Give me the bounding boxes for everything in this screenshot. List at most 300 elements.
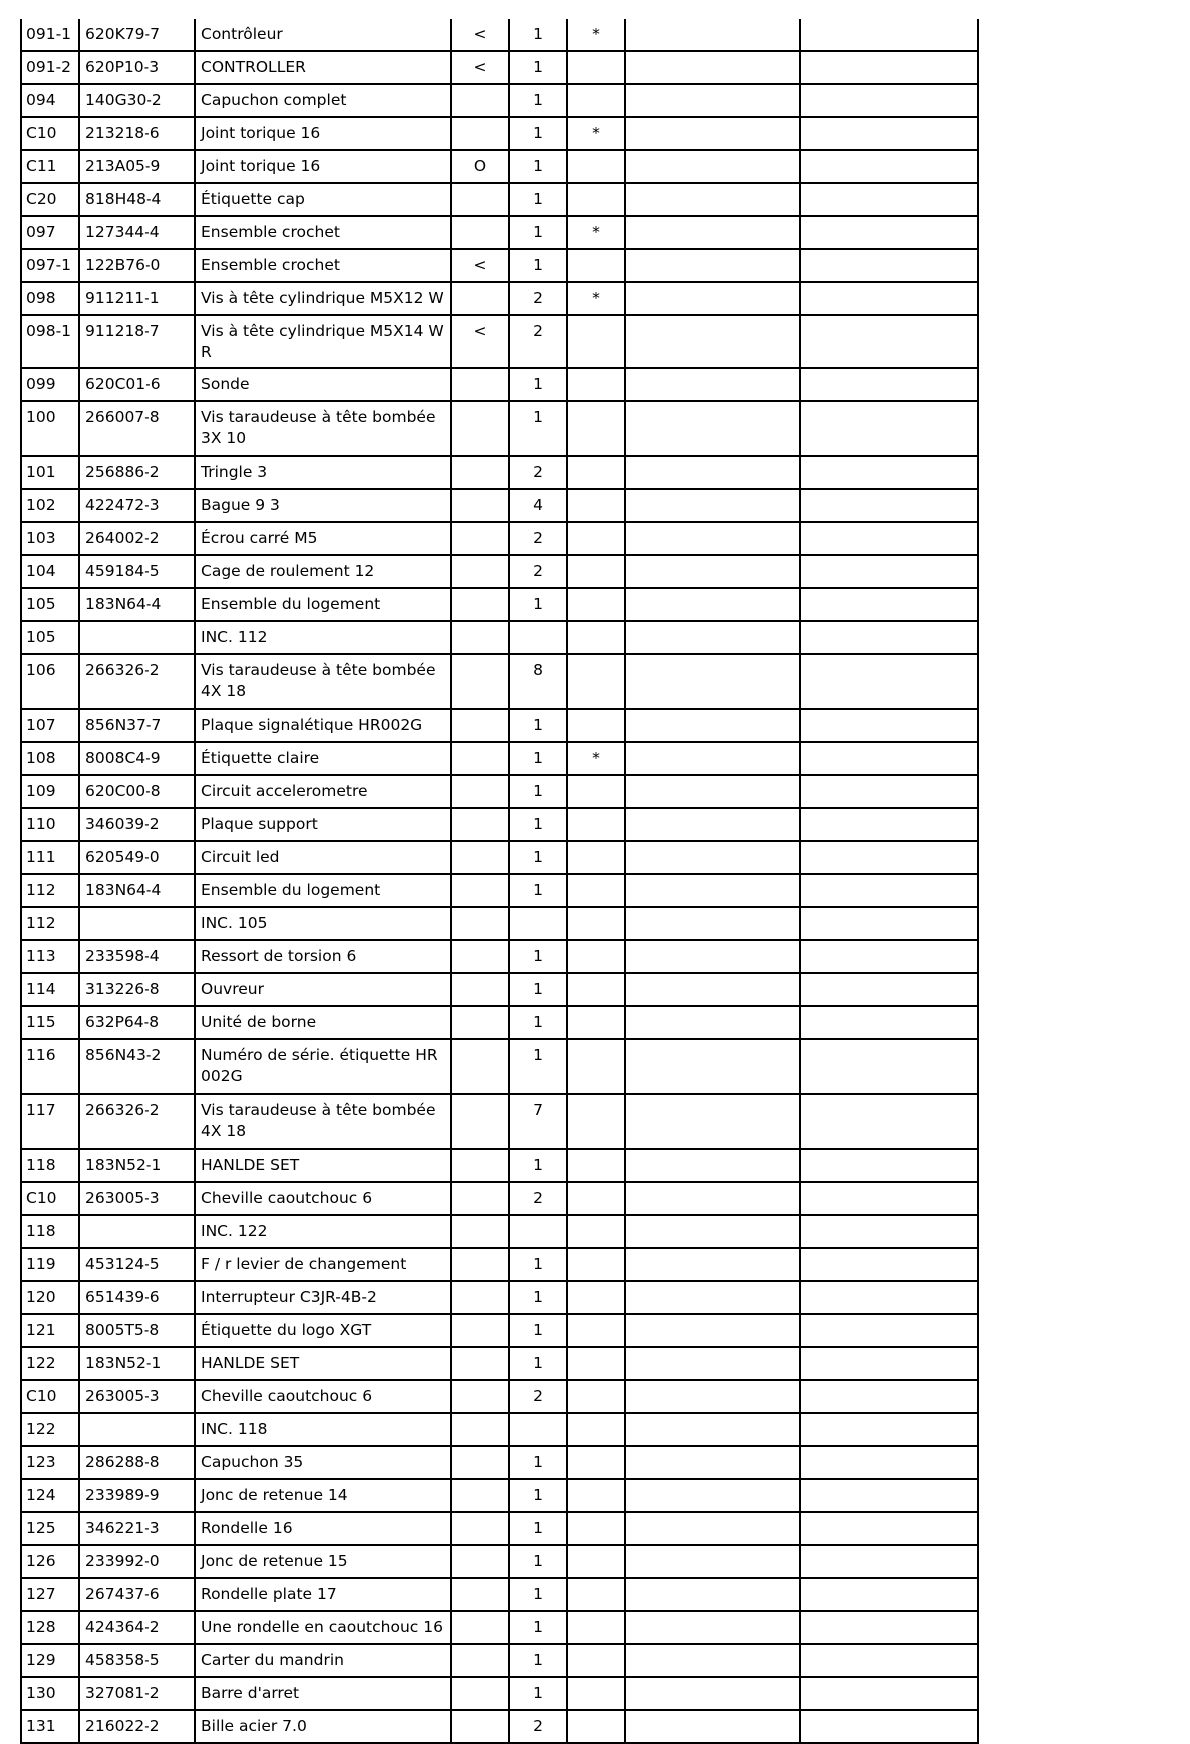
cell-part-no: 233992-0 <box>79 1545 195 1578</box>
cell-item-no: 122 <box>21 1413 79 1446</box>
cell-quantity: 1 <box>509 1545 567 1578</box>
cell-extra-col-2 <box>800 1039 978 1094</box>
cell-quantity: 1 <box>509 1314 567 1347</box>
cell-note <box>567 1006 625 1039</box>
cell-change-mark <box>451 1215 509 1248</box>
cell-change-mark <box>451 808 509 841</box>
cell-description: Capuchon complet <box>195 84 451 117</box>
cell-note <box>567 1578 625 1611</box>
cell-item-no: 125 <box>21 1512 79 1545</box>
cell-note <box>567 1182 625 1215</box>
cell-description: Carter du mandrin <box>195 1644 451 1677</box>
table-row <box>21 84 978 117</box>
cell-change-mark: O <box>451 150 509 183</box>
cell-extra-col-2 <box>800 555 978 588</box>
cell-extra-col-2 <box>800 654 978 709</box>
cell-extra-col-1 <box>625 973 800 1006</box>
cell-quantity: 1 <box>509 841 567 874</box>
cell-item-no: 124 <box>21 1479 79 1512</box>
cell-change-mark: < <box>451 315 509 368</box>
cell-extra-col-2 <box>800 1094 978 1149</box>
cell-extra-col-1 <box>625 1248 800 1281</box>
cell-change-mark <box>451 775 509 808</box>
cell-extra-col-2 <box>800 1149 978 1182</box>
table-row <box>21 183 978 216</box>
cell-note <box>567 1413 625 1446</box>
cell-change-mark <box>451 555 509 588</box>
cell-quantity: 2 <box>509 555 567 588</box>
cell-quantity: 1 <box>509 401 567 456</box>
cell-extra-col-2 <box>800 1182 978 1215</box>
cell-description: Numéro de série. étiquette HR002G <box>195 1039 451 1094</box>
cell-description: INC. 112 <box>195 621 451 654</box>
cell-part-no: 651439-6 <box>79 1281 195 1314</box>
table-row <box>21 1512 978 1545</box>
cell-change-mark <box>451 282 509 315</box>
cell-description: Plaque support <box>195 808 451 841</box>
cell-description: INC. 118 <box>195 1413 451 1446</box>
table-row <box>21 456 978 489</box>
table-row <box>21 654 978 709</box>
cell-part-no: 453124-5 <box>79 1248 195 1281</box>
cell-quantity: 1 <box>509 1039 567 1094</box>
cell-item-no: 094 <box>21 84 79 117</box>
cell-part-no: 327081-2 <box>79 1677 195 1710</box>
cell-quantity: 8 <box>509 654 567 709</box>
cell-quantity: 1 <box>509 150 567 183</box>
cell-item-no: 116 <box>21 1039 79 1094</box>
cell-quantity: 1 <box>509 51 567 84</box>
cell-part-no: 620C00-8 <box>79 775 195 808</box>
cell-change-mark <box>451 1380 509 1413</box>
cell-extra-col-2 <box>800 1215 978 1248</box>
cell-item-no: 127 <box>21 1578 79 1611</box>
cell-note <box>567 775 625 808</box>
cell-part-no: 266326-2 <box>79 1094 195 1149</box>
table-row <box>21 150 978 183</box>
cell-extra-col-1 <box>625 117 800 150</box>
cell-extra-col-1 <box>625 489 800 522</box>
cell-part-no: 458358-5 <box>79 1644 195 1677</box>
table-row <box>21 709 978 742</box>
cell-item-no: 102 <box>21 489 79 522</box>
cell-extra-col-1 <box>625 874 800 907</box>
cell-quantity: 1 <box>509 1446 567 1479</box>
cell-item-no: C10 <box>21 117 79 150</box>
cell-change-mark <box>451 1545 509 1578</box>
cell-extra-col-2 <box>800 51 978 84</box>
cell-change-mark <box>451 183 509 216</box>
cell-extra-col-1 <box>625 1215 800 1248</box>
cell-extra-col-2 <box>800 522 978 555</box>
cell-description: Joint torique 16 <box>195 117 451 150</box>
cell-item-no: 122 <box>21 1347 79 1380</box>
cell-note: * <box>567 742 625 775</box>
table-row <box>21 1248 978 1281</box>
cell-note <box>567 1039 625 1094</box>
cell-item-no: 104 <box>21 555 79 588</box>
cell-note <box>567 709 625 742</box>
cell-part-no: 911218-7 <box>79 315 195 368</box>
table-row <box>21 1094 978 1149</box>
cell-change-mark <box>451 1281 509 1314</box>
cell-extra-col-1 <box>625 1479 800 1512</box>
cell-description: Rondelle 16 <box>195 1512 451 1545</box>
cell-note <box>567 808 625 841</box>
cell-description: Étiquette cap <box>195 183 451 216</box>
cell-extra-col-1 <box>625 621 800 654</box>
cell-description: Étiquette du logo XGT <box>195 1314 451 1347</box>
cell-item-no: 091-2 <box>21 51 79 84</box>
cell-part-no: 266326-2 <box>79 654 195 709</box>
table-row <box>21 1039 978 1094</box>
cell-extra-col-2 <box>800 1248 978 1281</box>
cell-extra-col-1 <box>625 1677 800 1710</box>
cell-change-mark: < <box>451 51 509 84</box>
cell-description: Vis taraudeuse à tête bombée 4X 18 <box>195 1094 451 1149</box>
cell-part-no: 620549-0 <box>79 841 195 874</box>
cell-note <box>567 315 625 368</box>
cell-extra-col-2 <box>800 709 978 742</box>
table-row <box>21 368 978 401</box>
cell-extra-col-2 <box>800 1512 978 1545</box>
cell-change-mark <box>451 1710 509 1743</box>
cell-description: Circuit accelerometre <box>195 775 451 808</box>
table-row <box>21 1479 978 1512</box>
cell-item-no: 097-1 <box>21 249 79 282</box>
table-row <box>21 1215 978 1248</box>
cell-description: HANLDE SET <box>195 1149 451 1182</box>
cell-description: Plaque signalétique HR002G <box>195 709 451 742</box>
cell-description: Une rondelle en caoutchouc 16 <box>195 1611 451 1644</box>
cell-extra-col-1 <box>625 1413 800 1446</box>
table-row <box>21 1446 978 1479</box>
table-row <box>21 742 978 775</box>
table-row <box>21 1314 978 1347</box>
cell-item-no: C10 <box>21 1380 79 1413</box>
cell-extra-col-2 <box>800 874 978 907</box>
cell-note <box>567 1380 625 1413</box>
cell-change-mark <box>451 1314 509 1347</box>
table-row <box>21 973 978 1006</box>
cell-extra-col-1 <box>625 940 800 973</box>
cell-note <box>567 1512 625 1545</box>
table-row <box>21 907 978 940</box>
cell-extra-col-2 <box>800 1644 978 1677</box>
cell-extra-col-2 <box>800 456 978 489</box>
cell-extra-col-1 <box>625 1281 800 1314</box>
cell-item-no: 121 <box>21 1314 79 1347</box>
table-row <box>21 19 978 51</box>
cell-change-mark <box>451 522 509 555</box>
cell-note <box>567 401 625 456</box>
cell-change-mark <box>451 588 509 621</box>
cell-extra-col-2 <box>800 1314 978 1347</box>
cell-part-no: 818H48-4 <box>79 183 195 216</box>
cell-change-mark <box>451 1094 509 1149</box>
cell-description: Cheville caoutchouc 6 <box>195 1380 451 1413</box>
cell-quantity: 1 <box>509 588 567 621</box>
cell-extra-col-2 <box>800 282 978 315</box>
cell-item-no: 112 <box>21 874 79 907</box>
cell-item-no: 097 <box>21 216 79 249</box>
table-row <box>21 1611 978 1644</box>
cell-item-no: C20 <box>21 183 79 216</box>
cell-change-mark <box>451 1644 509 1677</box>
table-row <box>21 1006 978 1039</box>
table-row <box>21 1149 978 1182</box>
cell-extra-col-1 <box>625 709 800 742</box>
cell-description: Vis à tête cylindrique M5X14 WR <box>195 315 451 368</box>
cell-change-mark <box>451 84 509 117</box>
table-row <box>21 1347 978 1380</box>
cell-item-no: 118 <box>21 1149 79 1182</box>
cell-change-mark <box>451 456 509 489</box>
cell-part-no: 263005-3 <box>79 1182 195 1215</box>
cell-note <box>567 841 625 874</box>
cell-item-no: 110 <box>21 808 79 841</box>
cell-extra-col-2 <box>800 588 978 621</box>
cell-description: Capuchon 35 <box>195 1446 451 1479</box>
cell-item-no: 098 <box>21 282 79 315</box>
cell-quantity: 7 <box>509 1094 567 1149</box>
cell-description: Jonc de retenue 14 <box>195 1479 451 1512</box>
cell-extra-col-1 <box>625 150 800 183</box>
cell-note <box>567 1545 625 1578</box>
cell-note <box>567 522 625 555</box>
cell-description: INC. 105 <box>195 907 451 940</box>
cell-quantity: 1 <box>509 1611 567 1644</box>
cell-part-no: 8005T5-8 <box>79 1314 195 1347</box>
cell-quantity: 2 <box>509 522 567 555</box>
cell-extra-col-2 <box>800 401 978 456</box>
cell-description: HANLDE SET <box>195 1347 451 1380</box>
cell-description: Circuit led <box>195 841 451 874</box>
cell-quantity: 1 <box>509 249 567 282</box>
cell-note <box>567 183 625 216</box>
cell-quantity: 2 <box>509 1182 567 1215</box>
cell-extra-col-1 <box>625 282 800 315</box>
cell-change-mark <box>451 1182 509 1215</box>
cell-quantity: 1 <box>509 1248 567 1281</box>
cell-part-no: 267437-6 <box>79 1578 195 1611</box>
cell-extra-col-1 <box>625 1380 800 1413</box>
cell-change-mark <box>451 1677 509 1710</box>
table-row <box>21 841 978 874</box>
cell-part-no: 216022-2 <box>79 1710 195 1743</box>
cell-part-no: 213218-6 <box>79 117 195 150</box>
cell-extra-col-1 <box>625 1314 800 1347</box>
cell-item-no: 107 <box>21 709 79 742</box>
cell-change-mark <box>451 401 509 456</box>
cell-change-mark: < <box>451 249 509 282</box>
cell-description: Vis à tête cylindrique M5X12 W <box>195 282 451 315</box>
cell-quantity: 1 <box>509 1578 567 1611</box>
cell-extra-col-1 <box>625 1710 800 1743</box>
cell-note <box>567 1479 625 1512</box>
cell-note <box>567 1149 625 1182</box>
cell-quantity: 1 <box>509 216 567 249</box>
cell-extra-col-2 <box>800 1446 978 1479</box>
cell-extra-col-2 <box>800 249 978 282</box>
cell-extra-col-2 <box>800 1611 978 1644</box>
cell-description: Jonc de retenue 15 <box>195 1545 451 1578</box>
cell-item-no: 115 <box>21 1006 79 1039</box>
cell-item-no: 126 <box>21 1545 79 1578</box>
cell-note <box>567 1677 625 1710</box>
table-row <box>21 874 978 907</box>
cell-description: Contrôleur <box>195 19 451 51</box>
cell-part-no: 459184-5 <box>79 555 195 588</box>
cell-description: Bague 9 3 <box>195 489 451 522</box>
cell-note <box>567 621 625 654</box>
cell-note: * <box>567 117 625 150</box>
cell-quantity: 2 <box>509 456 567 489</box>
cell-extra-col-1 <box>625 1446 800 1479</box>
cell-quantity: 1 <box>509 1479 567 1512</box>
table-row <box>21 1182 978 1215</box>
cell-extra-col-1 <box>625 1006 800 1039</box>
table-row <box>21 1281 978 1314</box>
table-row <box>21 808 978 841</box>
cell-description: Interrupteur C3JR-4B-2 <box>195 1281 451 1314</box>
cell-extra-col-2 <box>800 1479 978 1512</box>
cell-change-mark <box>451 1479 509 1512</box>
cell-note <box>567 1314 625 1347</box>
table-row <box>21 216 978 249</box>
cell-quantity: 1 <box>509 1149 567 1182</box>
cell-extra-col-2 <box>800 940 978 973</box>
table-row <box>21 522 978 555</box>
cell-extra-col-1 <box>625 1094 800 1149</box>
cell-description: INC. 122 <box>195 1215 451 1248</box>
cell-change-mark <box>451 1611 509 1644</box>
table-row <box>21 401 978 456</box>
cell-part-no: 233989-9 <box>79 1479 195 1512</box>
cell-item-no: 119 <box>21 1248 79 1281</box>
cell-item-no: 100 <box>21 401 79 456</box>
table-row <box>21 249 978 282</box>
cell-item-no: 105 <box>21 621 79 654</box>
cell-extra-col-1 <box>625 401 800 456</box>
cell-description: Étiquette claire <box>195 742 451 775</box>
table-row <box>21 489 978 522</box>
cell-description: Vis taraudeuse à tête bombée 4X 18 <box>195 654 451 709</box>
cell-extra-col-2 <box>800 907 978 940</box>
cell-note <box>567 1347 625 1380</box>
cell-change-mark <box>451 709 509 742</box>
cell-extra-col-1 <box>625 1578 800 1611</box>
cell-quantity: 2 <box>509 282 567 315</box>
cell-extra-col-2 <box>800 1710 978 1743</box>
cell-quantity: 1 <box>509 19 567 51</box>
cell-description: Écrou carré M5 <box>195 522 451 555</box>
cell-extra-col-1 <box>625 315 800 368</box>
cell-item-no: 105 <box>21 588 79 621</box>
cell-extra-col-2 <box>800 973 978 1006</box>
cell-item-no: 130 <box>21 1677 79 1710</box>
cell-quantity <box>509 1215 567 1248</box>
cell-note <box>567 1611 625 1644</box>
cell-note <box>567 588 625 621</box>
parts-table <box>20 19 979 1744</box>
cell-description: Cheville caoutchouc 6 <box>195 1182 451 1215</box>
cell-change-mark <box>451 742 509 775</box>
cell-description: Rondelle plate 17 <box>195 1578 451 1611</box>
cell-quantity: 2 <box>509 1710 567 1743</box>
cell-description: Ensemble du logement <box>195 588 451 621</box>
cell-description: F / r levier de changement <box>195 1248 451 1281</box>
table-row <box>21 282 978 315</box>
cell-change-mark <box>451 874 509 907</box>
cell-item-no: C10 <box>21 1182 79 1215</box>
table-row <box>21 1677 978 1710</box>
table-row <box>21 1578 978 1611</box>
cell-extra-col-1 <box>625 654 800 709</box>
table-row <box>21 621 978 654</box>
cell-quantity: 1 <box>509 709 567 742</box>
cell-change-mark <box>451 368 509 401</box>
cell-extra-col-2 <box>800 315 978 368</box>
cell-description: Bille acier 7.0 <box>195 1710 451 1743</box>
table-row <box>21 315 978 368</box>
cell-quantity: 1 <box>509 368 567 401</box>
cell-extra-col-1 <box>625 907 800 940</box>
cell-part-no: 632P64-8 <box>79 1006 195 1039</box>
cell-description: Ensemble crochet <box>195 216 451 249</box>
cell-extra-col-1 <box>625 1182 800 1215</box>
cell-change-mark <box>451 117 509 150</box>
cell-quantity: 1 <box>509 1347 567 1380</box>
cell-extra-col-1 <box>625 1512 800 1545</box>
cell-item-no: 112 <box>21 907 79 940</box>
cell-part-no: 424364-2 <box>79 1611 195 1644</box>
cell-change-mark: < <box>451 19 509 51</box>
cell-change-mark <box>451 621 509 654</box>
cell-note <box>567 489 625 522</box>
cell-note <box>567 1215 625 1248</box>
cell-change-mark <box>451 216 509 249</box>
cell-extra-col-2 <box>800 489 978 522</box>
cell-note <box>567 1094 625 1149</box>
cell-part-no: 213A05-9 <box>79 150 195 183</box>
cell-extra-col-1 <box>625 19 800 51</box>
cell-change-mark <box>451 1512 509 1545</box>
table-row <box>21 51 978 84</box>
cell-change-mark <box>451 940 509 973</box>
cell-part-no: 266007-8 <box>79 401 195 456</box>
cell-item-no: 106 <box>21 654 79 709</box>
cell-extra-col-2 <box>800 742 978 775</box>
cell-extra-col-1 <box>625 51 800 84</box>
cell-item-no: 117 <box>21 1094 79 1149</box>
cell-extra-col-2 <box>800 117 978 150</box>
cell-extra-col-1 <box>625 249 800 282</box>
cell-part-no: 620P10-3 <box>79 51 195 84</box>
cell-part-no: 620C01-6 <box>79 368 195 401</box>
cell-extra-col-1 <box>625 1644 800 1677</box>
cell-change-mark <box>451 489 509 522</box>
cell-quantity: 2 <box>509 1380 567 1413</box>
cell-change-mark <box>451 1248 509 1281</box>
cell-item-no: 091-1 <box>21 19 79 51</box>
cell-extra-col-1 <box>625 456 800 489</box>
cell-extra-col-2 <box>800 368 978 401</box>
cell-item-no: 101 <box>21 456 79 489</box>
cell-description: Unité de borne <box>195 1006 451 1039</box>
cell-change-mark <box>451 1578 509 1611</box>
cell-item-no: 098-1 <box>21 315 79 368</box>
